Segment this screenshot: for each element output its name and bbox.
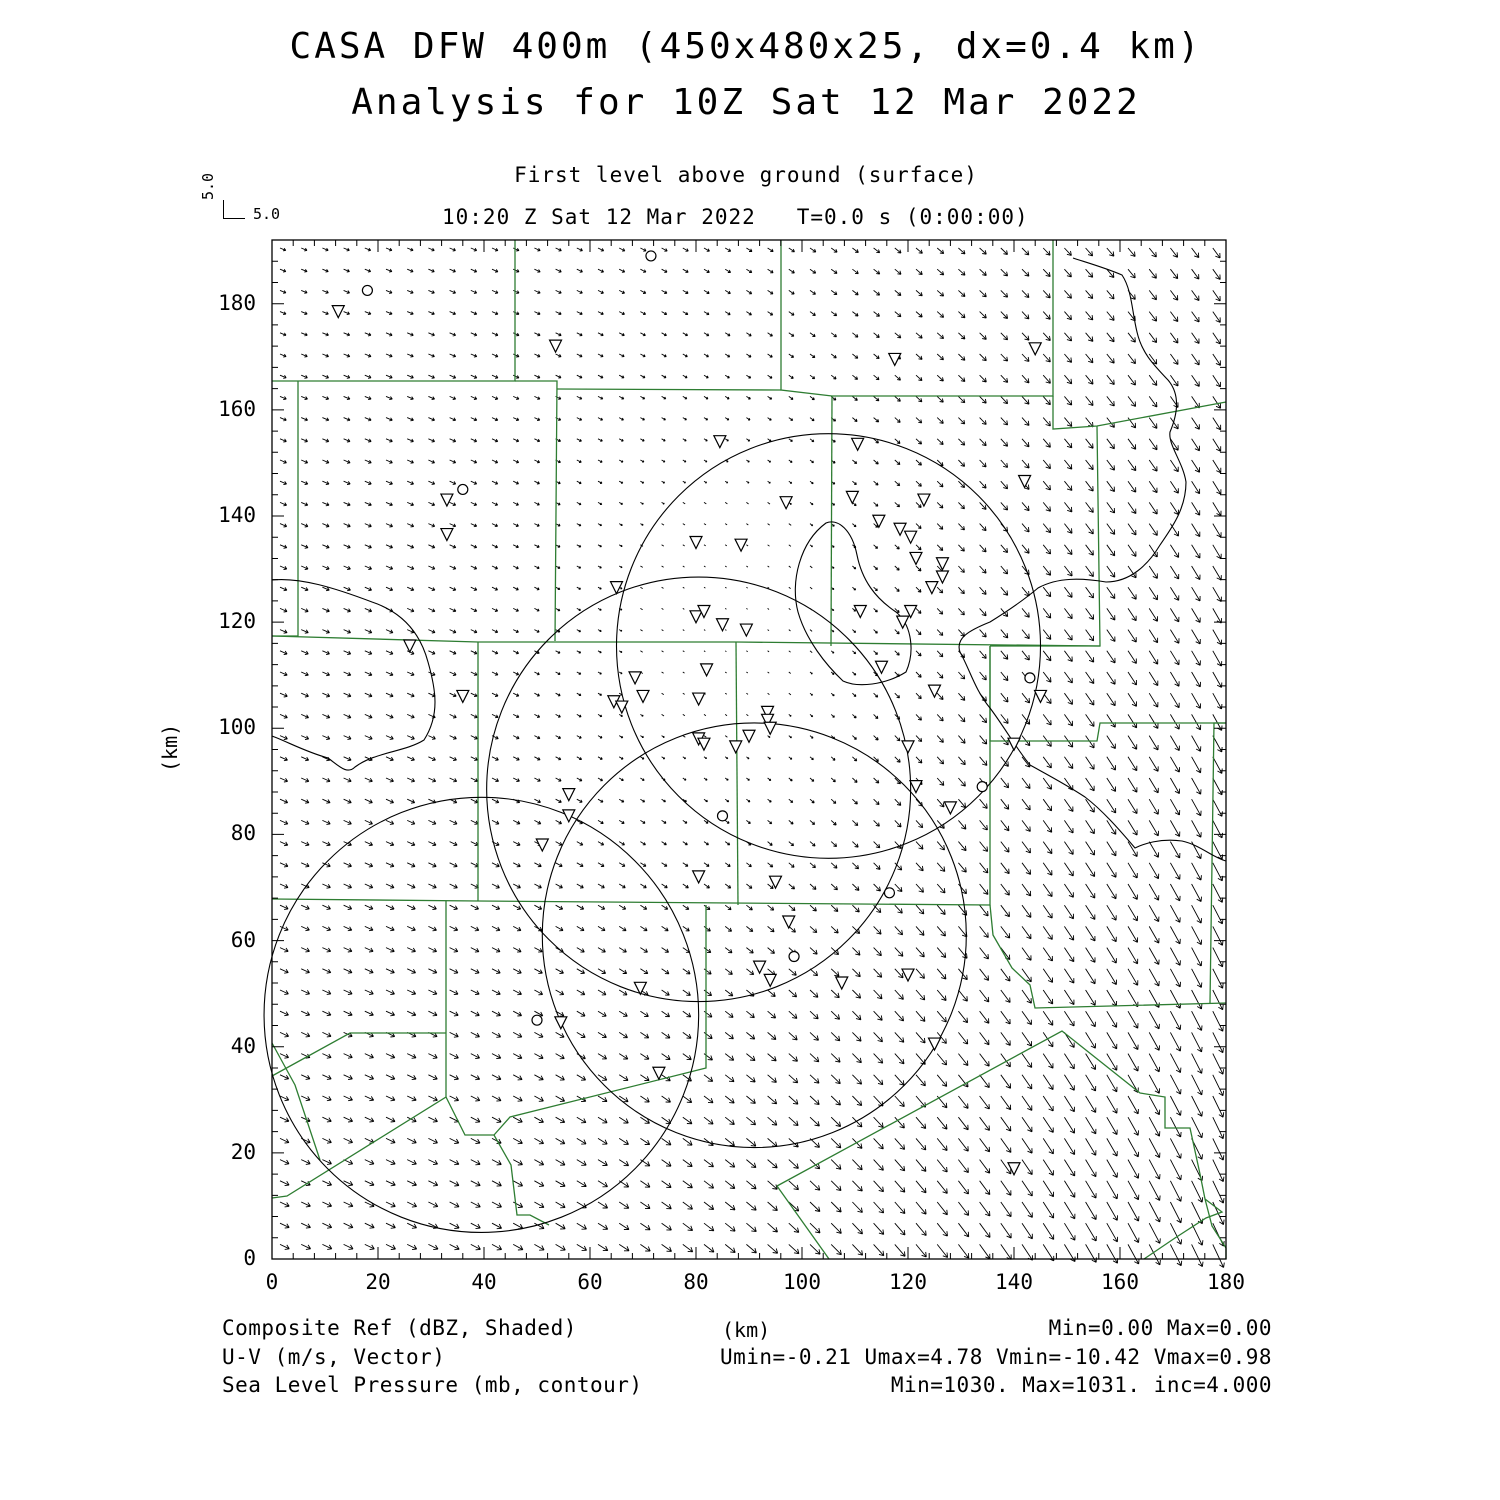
county-line bbox=[272, 1033, 446, 1076]
county-boundaries bbox=[272, 240, 1226, 1259]
station-triangle-marker bbox=[944, 802, 956, 814]
station-triangle-marker bbox=[902, 741, 914, 753]
station-triangle-marker bbox=[441, 529, 453, 541]
pressure-contour bbox=[959, 258, 1226, 861]
x-tick-label: 40 bbox=[471, 1270, 497, 1294]
axis-ticks bbox=[272, 240, 1226, 1259]
station-triangle-marker bbox=[690, 537, 702, 549]
y-tick-label: 0 bbox=[243, 1246, 256, 1270]
field2-stats: Umin=-0.21 Umax=4.78 Vmin=-10.42 Vmax=0.98 bbox=[719, 1345, 1272, 1369]
station-triangle-marker bbox=[457, 690, 469, 702]
station-triangle-marker bbox=[889, 353, 901, 365]
county-line bbox=[272, 636, 1100, 646]
x-tick-label: 120 bbox=[889, 1270, 927, 1294]
county-line bbox=[272, 381, 298, 636]
field1-stats: Min=0.00 Max=0.00 bbox=[1048, 1316, 1272, 1340]
y-tick-label: 60 bbox=[230, 927, 256, 952]
station-triangle-marker bbox=[1035, 690, 1047, 702]
station-triangle-marker bbox=[780, 497, 792, 509]
station-triangle-marker bbox=[693, 871, 705, 883]
plot-frame bbox=[272, 240, 1226, 1259]
wind-vector-field bbox=[280, 248, 1224, 1268]
station-triangle-marker bbox=[852, 438, 864, 450]
station-triangle-marker bbox=[894, 523, 906, 535]
station-triangle-marker bbox=[905, 531, 917, 543]
y-tick-label: 120 bbox=[218, 609, 256, 634]
x-tick-label: 180 bbox=[1207, 1270, 1245, 1294]
x-axis-label: (km) bbox=[722, 1318, 771, 1342]
radar-range-rings bbox=[264, 434, 1040, 1233]
county-line bbox=[515, 381, 557, 641]
x-tick-label: 0 bbox=[265, 1270, 279, 1294]
vector-key-v-label: 5.0 bbox=[199, 172, 217, 200]
wind-vectors bbox=[280, 248, 1224, 1268]
station-circle-marker bbox=[884, 888, 894, 898]
station-triangle-marker bbox=[918, 494, 930, 506]
main-title-line2: Analysis for 10Z Sat 12 Mar 2022 bbox=[351, 82, 1141, 123]
station-triangle-marker bbox=[902, 969, 914, 981]
station-circle-marker bbox=[458, 484, 468, 494]
station-triangle-marker bbox=[717, 619, 729, 631]
range-ring bbox=[617, 434, 1041, 859]
station-triangle-marker bbox=[764, 974, 776, 986]
field2-name: U-V (m/s, Vector) bbox=[222, 1345, 446, 1369]
station-triangle-marker bbox=[332, 306, 344, 318]
station-triangle-marker bbox=[563, 810, 575, 822]
county-line bbox=[494, 905, 706, 1135]
x-tick-label: 80 bbox=[683, 1270, 709, 1294]
station-circle-marker bbox=[362, 285, 372, 295]
x-tick-label: 20 bbox=[365, 1270, 391, 1294]
station-triangle-marker bbox=[929, 1038, 941, 1050]
station-triangle-marker bbox=[563, 789, 575, 801]
station-triangle-marker bbox=[876, 661, 888, 673]
station-triangle-marker bbox=[873, 515, 885, 527]
station-triangle-marker bbox=[637, 690, 649, 702]
range-ring bbox=[264, 797, 699, 1232]
station-triangle-marker bbox=[910, 552, 922, 564]
y-axis-label: (km) bbox=[158, 723, 182, 772]
vector-key-u-label: 5.0 bbox=[253, 205, 281, 223]
county-line bbox=[272, 1043, 320, 1160]
station-triangle-marker bbox=[936, 558, 948, 570]
station-circle-marker bbox=[718, 811, 728, 821]
field3-name: Sea Level Pressure (mb, contour) bbox=[222, 1373, 643, 1397]
station-triangle-marker bbox=[701, 664, 713, 676]
station-triangle-marker bbox=[740, 624, 752, 636]
station-triangle-marker bbox=[629, 672, 641, 684]
station-triangle-marker bbox=[735, 539, 747, 551]
station-triangle-marker bbox=[754, 961, 766, 973]
station-triangle-marker bbox=[836, 977, 848, 989]
station-triangle-marker bbox=[404, 640, 416, 652]
county-line bbox=[1053, 396, 1226, 429]
county-line bbox=[1144, 1199, 1222, 1259]
county-line bbox=[736, 642, 738, 905]
main-title-line1: CASA DFW 400m (450x480x25, dx=0.4 km) bbox=[289, 26, 1203, 67]
y-tick-label: 20 bbox=[230, 1139, 256, 1164]
county-line bbox=[1210, 723, 1226, 1003]
station-triangle-marker bbox=[714, 436, 726, 448]
station-circle-marker bbox=[789, 951, 799, 961]
field3-stats: Min=1030. Max=1031. inc=4.000 bbox=[890, 1373, 1272, 1397]
station-triangle-marker bbox=[653, 1067, 665, 1079]
county-line bbox=[777, 1186, 829, 1259]
y-tick-label: 160 bbox=[218, 396, 256, 421]
pressure-contour bbox=[272, 580, 435, 771]
station-triangle-marker bbox=[690, 611, 702, 623]
station-triangle-marker bbox=[555, 1017, 567, 1029]
station-triangle-marker bbox=[764, 722, 776, 734]
station-triangle-marker bbox=[1029, 343, 1041, 355]
county-line bbox=[557, 389, 781, 390]
station-triangle-marker bbox=[910, 781, 922, 793]
x-tick-label: 60 bbox=[577, 1270, 603, 1294]
county-line bbox=[446, 1097, 549, 1225]
y-tick-label: 80 bbox=[230, 821, 256, 846]
x-tick-label: 100 bbox=[783, 1270, 821, 1294]
x-tick-label: 160 bbox=[1101, 1270, 1139, 1294]
x-tick-label: 140 bbox=[995, 1270, 1033, 1294]
field1-name: Composite Ref (dBZ, Shaded) bbox=[222, 1316, 577, 1340]
station-triangle-marker bbox=[846, 491, 858, 503]
station-triangle-marker bbox=[730, 741, 742, 753]
county-line bbox=[990, 646, 1226, 741]
county-line bbox=[272, 646, 990, 905]
station-circle-marker bbox=[1025, 673, 1035, 683]
station-triangle-marker bbox=[698, 738, 710, 750]
station-triangle-marker bbox=[926, 582, 938, 594]
y-tick-label: 140 bbox=[218, 502, 256, 527]
pressure-contours bbox=[272, 258, 1226, 861]
station-circle-marker bbox=[532, 1015, 542, 1025]
station-triangle-marker bbox=[770, 876, 782, 888]
county-line bbox=[272, 901, 446, 1198]
station-triangle-marker bbox=[693, 693, 705, 705]
county-line bbox=[272, 240, 515, 381]
station-triangle-marker bbox=[743, 730, 755, 742]
valid-time-subtitle: 10:20 Z Sat 12 Mar 2022 T=0.0 s (0:00:00) bbox=[442, 205, 1029, 229]
station-triangle-marker bbox=[441, 494, 453, 506]
level-subtitle: First level above ground (surface) bbox=[514, 163, 978, 187]
range-ring bbox=[487, 577, 911, 1002]
y-tick-label: 100 bbox=[218, 715, 256, 740]
station-circle-marker bbox=[977, 782, 987, 792]
y-tick-label: 40 bbox=[230, 1033, 256, 1058]
y-tick-label: 180 bbox=[218, 290, 256, 315]
county-line bbox=[990, 426, 1100, 646]
plot-axes bbox=[272, 240, 1226, 1259]
station-triangle-marker bbox=[550, 340, 562, 352]
station-circle-marker bbox=[646, 251, 656, 261]
station-triangle-marker bbox=[854, 606, 866, 618]
station-triangle-marker bbox=[783, 916, 795, 928]
county-line bbox=[781, 240, 1053, 396]
